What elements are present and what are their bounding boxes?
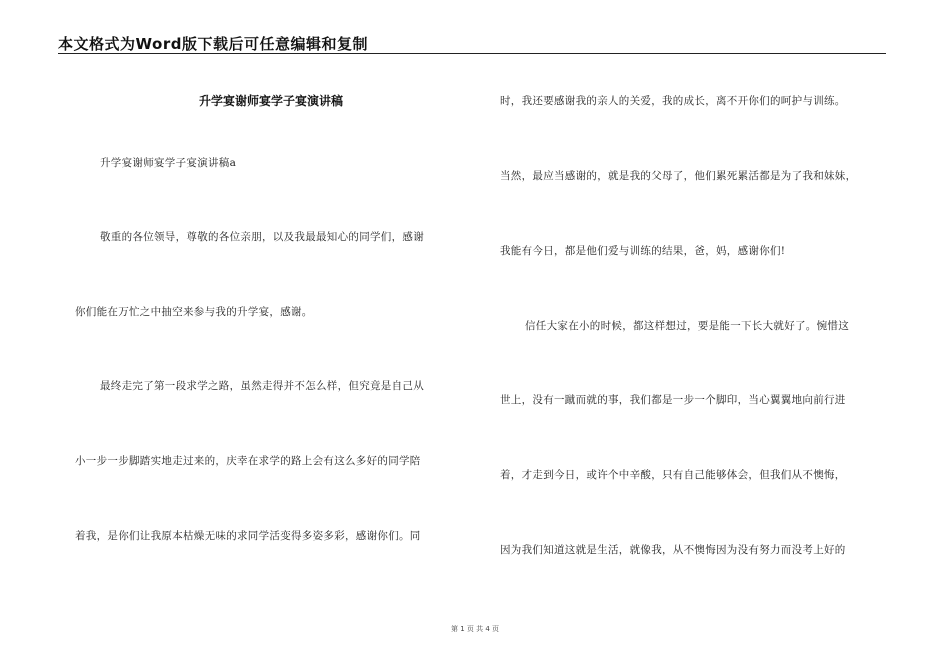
paragraph-line: 敬重的各位领导，尊敬的各位亲朋，以及我最最知心的同学们，感谢 <box>100 231 424 243</box>
header-divider <box>58 53 886 54</box>
paragraph-line: 升学宴谢师宴学子宴演讲稿a <box>100 157 237 169</box>
paragraph-line: 当然，最应当感谢的，就是我的父母了，他们累死累活都是为了我和妹妹， <box>500 170 857 182</box>
download-notice-header: 本文格式为Word版下载后可任意编辑和复制 <box>58 35 368 53</box>
paragraph-line: 我能有今日，都是他们爱与训练的结果，爸，妈，感谢你们! <box>500 245 786 257</box>
page-number-footer: 第 1 页 共 4 页 <box>450 625 500 633</box>
paragraph-line: 小一步一步脚踏实地走过来的，庆幸在求学的路上会有这么多好的同学陪 <box>75 455 421 467</box>
paragraph-line: 着我，是你们让我原本枯燥无味的求同学活变得多姿多彩，感谢你们。同 <box>75 530 421 542</box>
paragraph-line: 你们能在万忙之中抽空来参与我的升学宴，感谢。 <box>75 306 313 318</box>
paragraph-line: 信任大家在小的时候，都这样想过，要是能一下长大就好了。惋惜这 <box>525 320 849 332</box>
paragraph-line: 世上，没有一蹴而就的事，我们都是一步一个脚印，当心翼翼地向前行进 <box>500 394 846 406</box>
paragraph-line: 着，才走到今日，或许个中辛酸，只有自己能够体会，但我们从不懊悔， <box>500 469 846 481</box>
paragraph-line: 因为我们知道这就是生活，就像我，从不懊悔因为没有努力而没考上好的 <box>500 544 846 556</box>
document-title: 升学宴谢师宴学子宴演讲稿 <box>198 94 343 108</box>
paragraph-line: 时，我还要感谢我的亲人的关爱，我的成长，离不开你们的呵护与训练。 <box>500 95 846 107</box>
paragraph-line: 最终走完了第一段求学之路，虽然走得并不怎么样，但究竟是自己从 <box>100 380 424 392</box>
